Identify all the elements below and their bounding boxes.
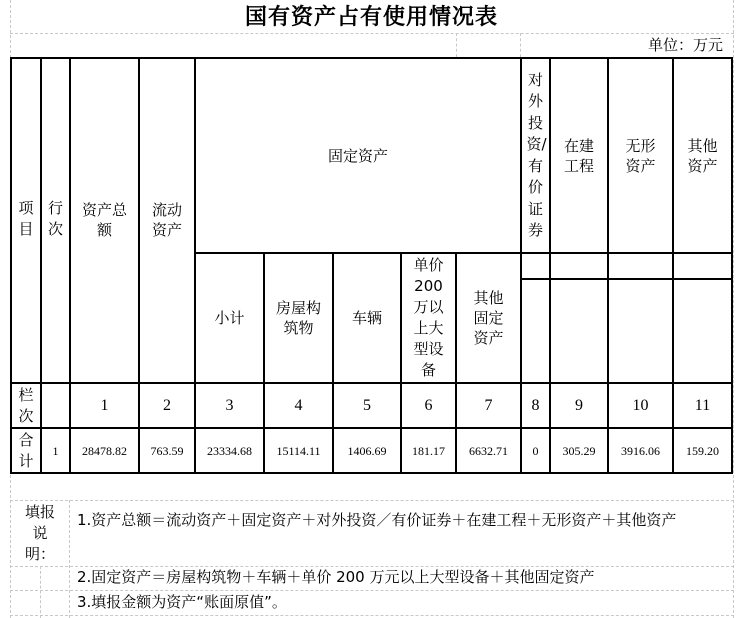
- column-number: 3: [225, 396, 234, 414]
- header-subtotal: 小计: [214, 309, 245, 327]
- total-value: 305.29: [562, 443, 596, 458]
- grid-line: [10, 590, 734, 591]
- grid-line: [733, 0, 734, 618]
- column-number: 7: [484, 396, 493, 414]
- total-value: 1406.69: [347, 443, 387, 458]
- grid-line: [456, 33, 457, 57]
- grid-line: [10, 33, 734, 34]
- column-number: 1: [100, 396, 109, 414]
- grid-line: [10, 615, 734, 616]
- header-current-assets: 流动资产: [151, 201, 182, 239]
- column-number: 6: [424, 396, 433, 414]
- grid-line: [520, 33, 521, 57]
- column-number: 11: [694, 396, 711, 414]
- column-number: 9: [575, 396, 583, 414]
- total-row-label: 合计: [18, 430, 34, 470]
- total-value: 28478.82: [82, 443, 127, 458]
- table-border: [10, 472, 732, 474]
- total-value: 15114.11: [276, 443, 321, 458]
- note-item: 3.填报金额为资产“账面原值”。: [77, 593, 287, 611]
- grid-line: [69, 500, 70, 618]
- header-external-investment: 对外投资/有价证券: [526, 70, 547, 239]
- notes-label: 填报说明：: [24, 503, 55, 563]
- total-row-no: 1: [52, 443, 59, 458]
- total-value: 23334.68: [207, 443, 252, 458]
- header-vehicles: 车辆: [351, 309, 382, 327]
- column-number: 8: [531, 396, 540, 414]
- total-value: 6632.71: [469, 443, 508, 458]
- column-number: 5: [363, 396, 371, 414]
- total-value: 0: [532, 443, 539, 458]
- total-value: 159.20: [686, 443, 719, 458]
- unit-label: 单位：万元: [647, 36, 723, 54]
- column-row-label: 栏次: [18, 385, 34, 425]
- header-construction: 在建工程: [563, 136, 594, 175]
- total-value: 3916.06: [621, 443, 660, 458]
- grid-line: [10, 500, 734, 501]
- table-border: [520, 278, 732, 280]
- header-fixed-assets: 固定资产: [327, 146, 388, 165]
- total-value: 763.59: [150, 443, 184, 458]
- header-other-fixed: 其他固定资产: [473, 289, 504, 347]
- header-other-assets: 其他资产: [687, 136, 718, 175]
- total-value: 181.17: [412, 443, 445, 458]
- note-item: 1.资产总额＝流动资产＋固定资产＋对外投资／有价证券＋在建工程＋无形资产＋其他资产: [77, 511, 677, 529]
- header-total-assets: 资产总额: [81, 201, 127, 239]
- grid-line: [40, 566, 41, 618]
- note-item: 2.固定资产＝房屋构筑物＋车辆＋单价 200 万元以上大型设备＋其他固定资产: [77, 568, 595, 586]
- table-border: [731, 57, 733, 474]
- header-large-equipment: 单价200万以上大型设备: [413, 256, 444, 379]
- column-number: 4: [294, 396, 303, 414]
- header-row-no: 行次: [47, 199, 63, 238]
- column-number: 10: [632, 396, 649, 414]
- header-item: 项目: [18, 199, 34, 238]
- column-number: 2: [163, 396, 171, 414]
- page-title: 国有资产占有使用情况表: [244, 3, 498, 30]
- header-buildings: 房屋构筑物: [275, 299, 321, 337]
- header-intangible: 无形资产: [625, 136, 656, 175]
